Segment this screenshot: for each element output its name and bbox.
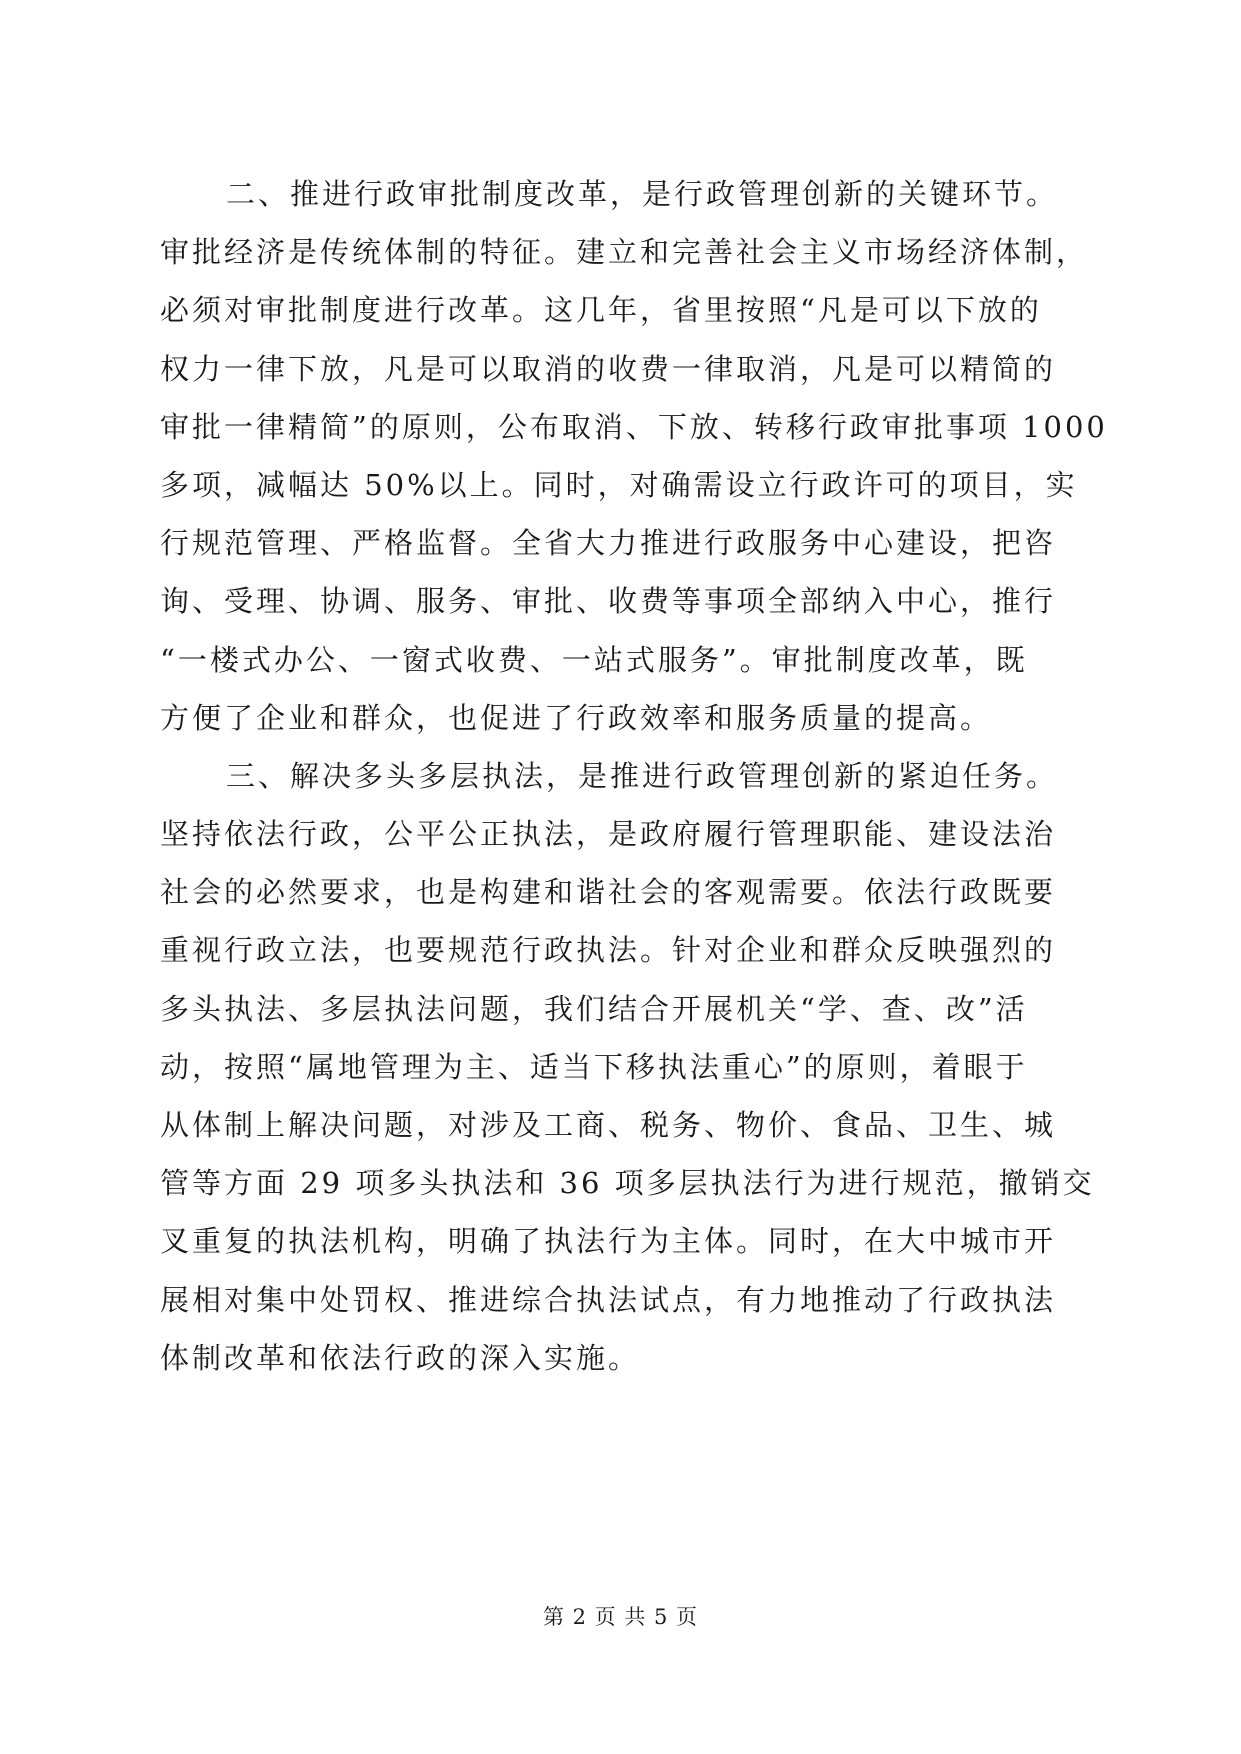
paragraph-line: 行规范管理、严格监督。全省大力推进行政服务中心建设，把咨 xyxy=(160,526,1057,561)
paragraph-line: 坚持依法行政，公平公正执法，是政府履行管理职能、建设法治 xyxy=(160,817,1057,852)
page-number-footer: 第 2 页 共 5 页 xyxy=(542,1605,699,1629)
paragraph-law-enforcement xyxy=(160,747,1095,1387)
paragraph-line: 三、解决多头多层执法，是推进行政管理创新的紧迫任务。 xyxy=(226,758,1059,793)
paragraph-line: 重视行政立法，也要规范行政执法。针对企业和群众反映强烈的 xyxy=(160,933,1057,968)
paragraph-line: 管等方面 29 项多头执法和 36 项多层执法行为进行规范，撤销交 xyxy=(160,1166,1095,1201)
paragraph-line: 从体制上解决问题，对涉及工商、税务、物价、食品、卫生、城 xyxy=(160,1108,1057,1142)
paragraph-line: 多头执法、多层执法问题，我们结合开展机关“学、查、改”活 xyxy=(160,991,1028,1026)
paragraph-line: 体制改革和依法行政的深入实施。 xyxy=(160,1340,641,1375)
paragraph-line: 权力一律下放，凡是可以取消的收费一律取消，凡是可以精简的 xyxy=(160,351,1057,386)
paragraph-line: 展相对集中处罚权、推进综合执法试点，有力地推动了行政执法 xyxy=(160,1282,1057,1317)
paragraph-line: 动，按照“属地管理为主、适当下移执法重心”的原则，着眼于 xyxy=(160,1049,1028,1084)
paragraph-line: 方便了企业和群众，也促进了行政效率和服务质量的提高。 xyxy=(160,700,993,735)
paragraph-line: 审批一律精简”的原则，公布取消、下放、转移行政审批事项 1000 xyxy=(160,409,1108,444)
paragraph-line: 多项，减幅达 50%以上。同时，对确需设立行政许可的项目，实 xyxy=(160,467,1078,502)
paragraph-line: 审批经济是传统体制的特征。建立和完善社会主义市场经济体制， xyxy=(160,235,1089,270)
document-body xyxy=(160,165,1108,1387)
paragraph-line: 二、推进行政审批制度改革，是行政管理创新的关键环节。 xyxy=(226,177,1059,211)
paragraph-line: “一楼式办公、一窗式收费、一站式服务”。审批制度改革，既 xyxy=(160,642,1028,677)
paragraph-line: 社会的必然要求，也是构建和谐社会的客观需要。依法行政既要 xyxy=(160,875,1057,910)
paragraph-approval-reform xyxy=(160,165,1108,747)
paragraph-line: 叉重复的执法机构，明确了执法行为主体。同时，在大中城市开 xyxy=(160,1224,1057,1259)
paragraph-line: 必须对审批制度进行改革。这几年，省里按照“凡是可以下放的 xyxy=(160,293,1042,328)
paragraph-line: 询、受理、协调、服务、审批、收费等事项全部纳入中心，推行 xyxy=(160,584,1057,619)
